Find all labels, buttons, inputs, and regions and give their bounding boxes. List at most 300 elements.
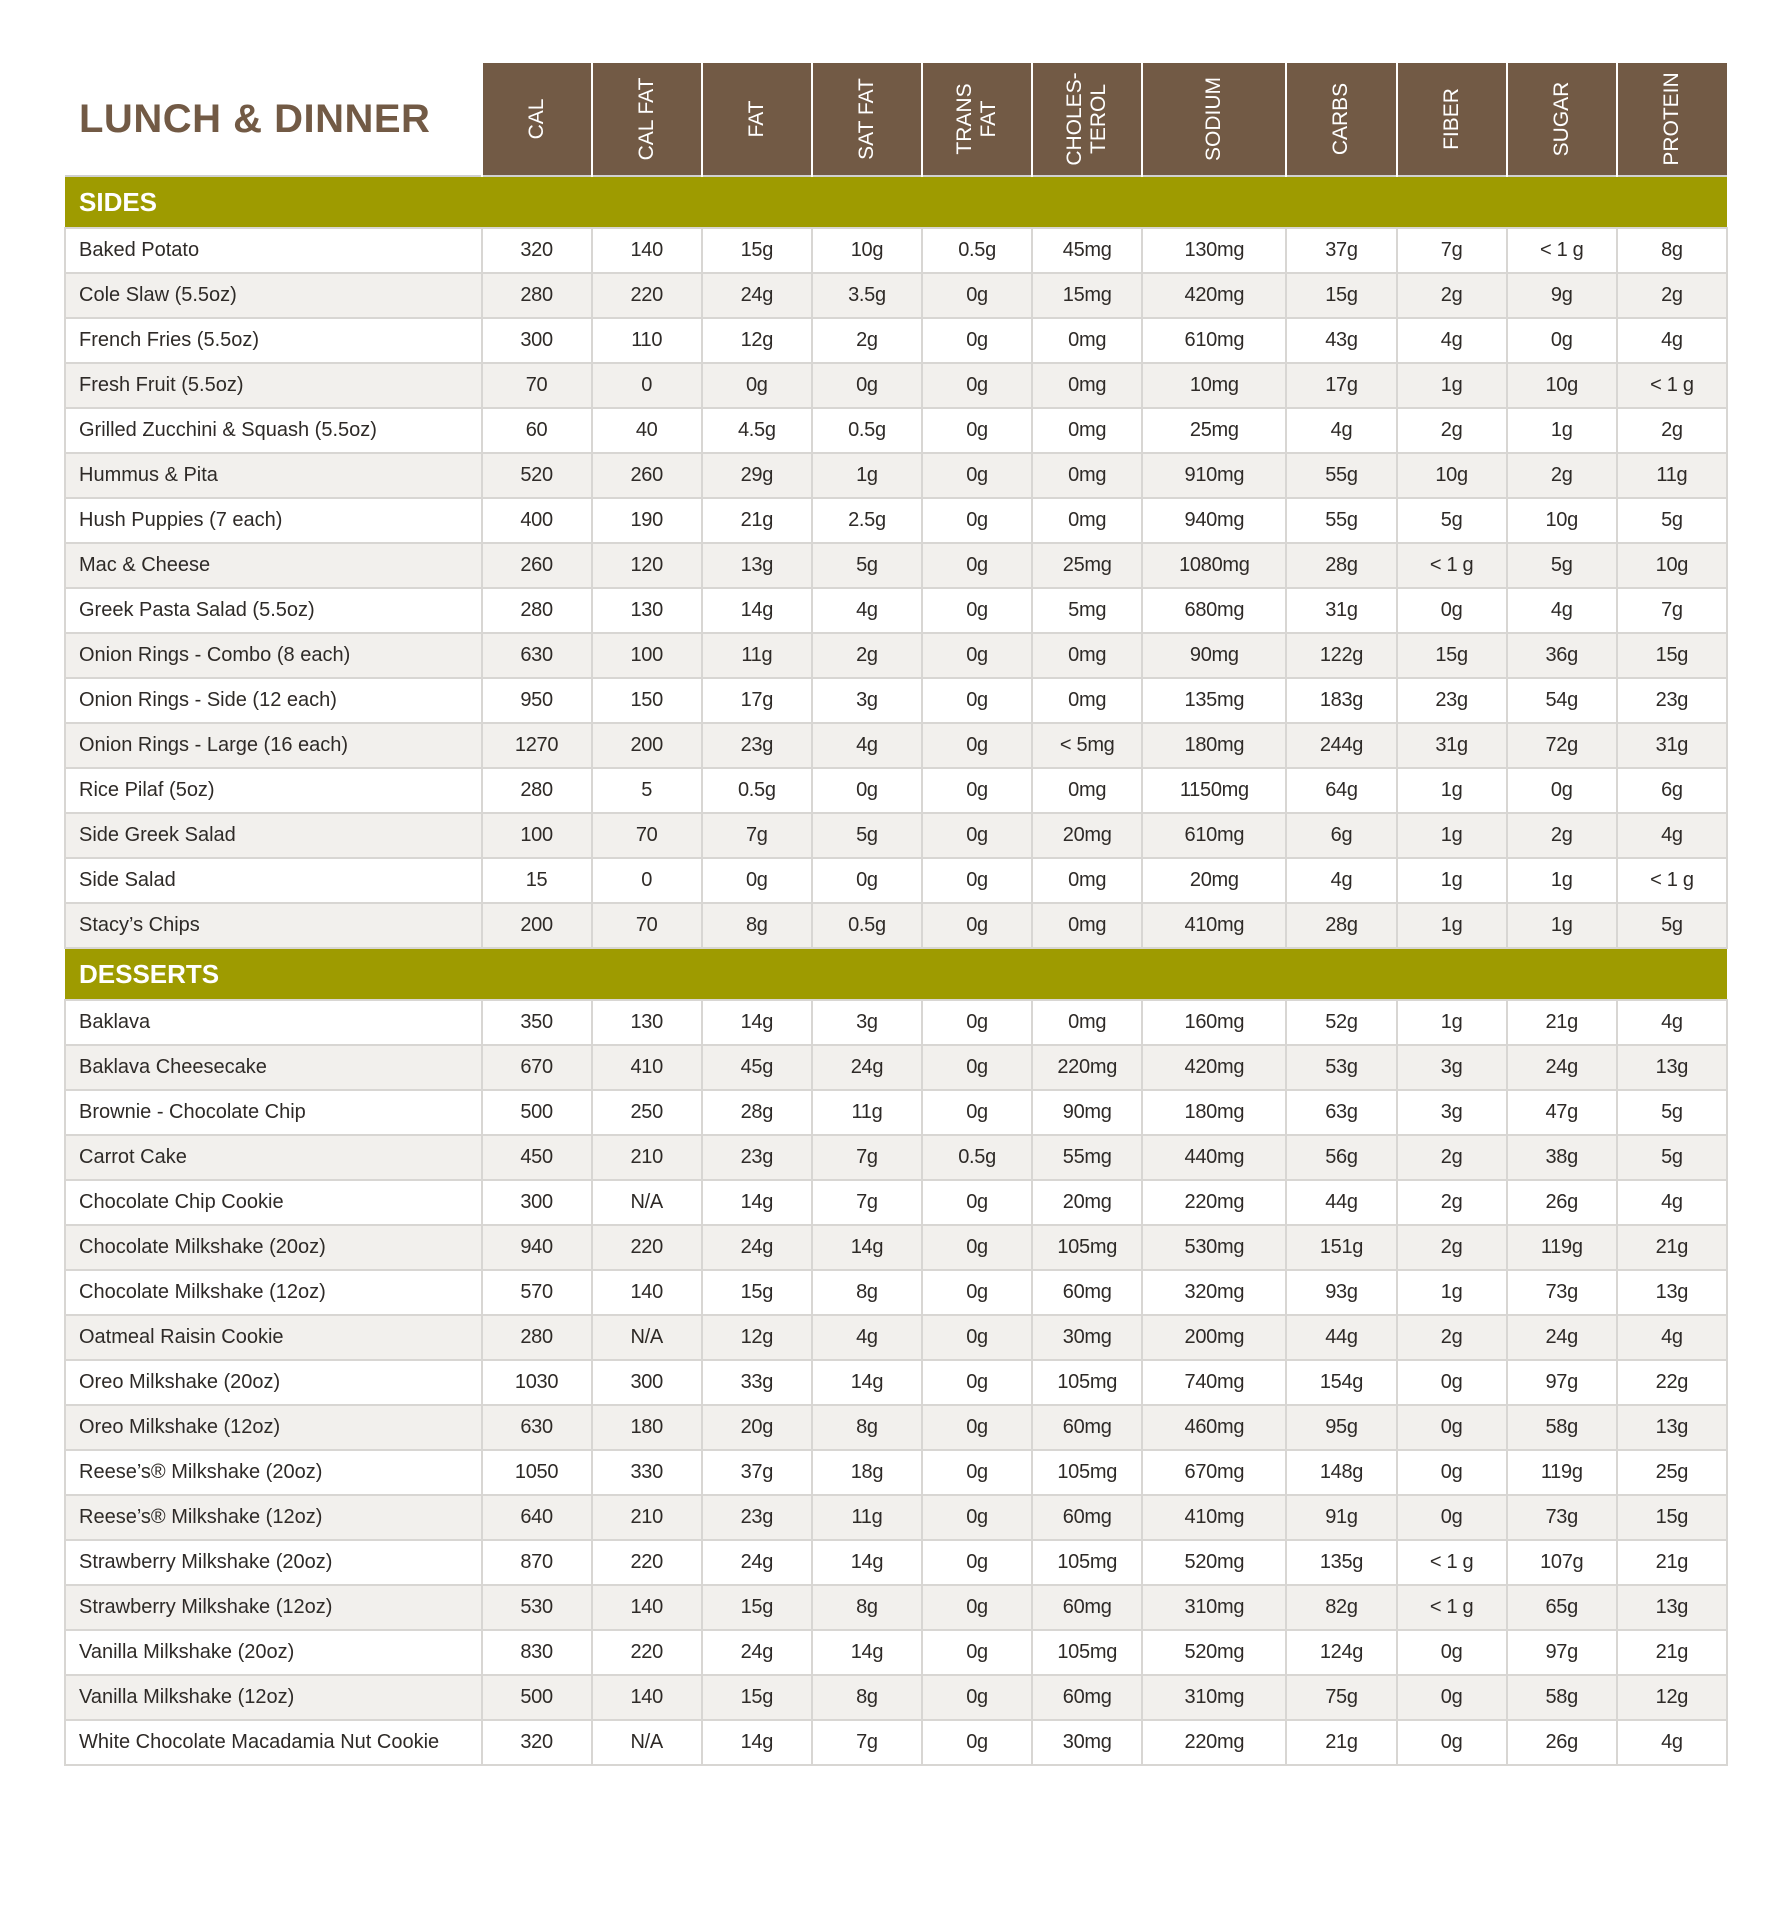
nutrient-value: 23g [702, 1135, 812, 1180]
nutrient-value: 0g [922, 453, 1032, 498]
nutrient-value: 0g [922, 1495, 1032, 1540]
nutrient-value: 6g [1617, 768, 1727, 813]
item-name: Vanilla Milkshake (20oz) [65, 1630, 482, 1675]
nutrient-value: 1g [1397, 768, 1507, 813]
nutrient-value: 400 [482, 498, 592, 543]
table-row [65, 363, 1727, 408]
nutrient-value: 4g [1507, 588, 1617, 633]
table-row [65, 768, 1727, 813]
table-row [65, 273, 1727, 318]
nutrient-value: 11g [1617, 453, 1727, 498]
column-header [1032, 63, 1142, 176]
nutrient-value: 58g [1507, 1405, 1617, 1450]
nutrient-value: 2.5g [812, 498, 922, 543]
nutrient-value: 4g [1617, 1180, 1727, 1225]
nutrient-value: 44g [1286, 1180, 1396, 1225]
nutrient-value: 0 [592, 363, 702, 408]
nutrient-value: 0mg [1032, 1000, 1142, 1045]
nutrient-value: 910mg [1142, 453, 1286, 498]
nutrient-value: 22g [1617, 1360, 1727, 1405]
nutrient-value: 0.5g [702, 768, 812, 813]
nutrient-value: 250 [592, 1090, 702, 1135]
nutrient-value: 200 [482, 903, 592, 948]
nutrient-value: 73g [1507, 1495, 1617, 1540]
table-row [65, 408, 1727, 453]
nutrient-value: 1g [1397, 1270, 1507, 1315]
nutrient-value: 0.5g [922, 228, 1032, 273]
nutrient-value: 105mg [1032, 1360, 1142, 1405]
nutrient-value: 0mg [1032, 498, 1142, 543]
nutrient-value: 1g [1397, 858, 1507, 903]
nutrient-value: 0mg [1032, 678, 1142, 723]
nutrient-value: 105mg [1032, 1630, 1142, 1675]
nutrient-value: 0g [922, 318, 1032, 363]
item-name: Chocolate Milkshake (20oz) [65, 1225, 482, 1270]
table-row [65, 498, 1727, 543]
nutrient-value: 300 [482, 1180, 592, 1225]
item-name: Baked Potato [65, 228, 482, 273]
item-name: Reese’s® Milkshake (12oz) [65, 1495, 482, 1540]
column-header-label: SUGAR [1549, 81, 1573, 157]
nutrient-value: 0mg [1032, 903, 1142, 948]
nutrient-value: 0g [1507, 318, 1617, 363]
nutrient-value: 30mg [1032, 1315, 1142, 1360]
nutrient-value: 0g [922, 543, 1032, 588]
table-row [65, 858, 1727, 903]
nutrient-value: 15 [482, 858, 592, 903]
nutrient-value: 120 [592, 543, 702, 588]
item-name: Greek Pasta Salad (5.5oz) [65, 588, 482, 633]
nutrient-value: 280 [482, 588, 592, 633]
nutrient-value: 135g [1286, 1540, 1396, 1585]
table-row [65, 1000, 1727, 1045]
column-header-label: CAL FAT [634, 77, 658, 161]
nutrient-value: < 1 g [1397, 543, 1507, 588]
nutrient-value: 870 [482, 1540, 592, 1585]
nutrient-value: 55g [1286, 498, 1396, 543]
nutrient-value: 36g [1507, 633, 1617, 678]
nutrient-value: 25mg [1142, 408, 1286, 453]
nutrient-value: 0g [922, 858, 1032, 903]
nutrient-value: 24g [1507, 1045, 1617, 1090]
nutrient-value: < 1 g [1617, 363, 1727, 408]
nutrient-value: 1g [1397, 363, 1507, 408]
nutrient-value: 10mg [1142, 363, 1286, 408]
nutrient-value: 2g [812, 318, 922, 363]
nutrient-value: 40 [592, 408, 702, 453]
nutrient-value: 10g [812, 228, 922, 273]
nutrient-value: 17g [1286, 363, 1396, 408]
nutrient-value: 5g [812, 813, 922, 858]
nutrient-value: 1g [1507, 408, 1617, 453]
nutrient-value: 8g [812, 1585, 922, 1630]
nutrient-value: 0 [592, 858, 702, 903]
nutrient-value: 11g [812, 1495, 922, 1540]
nutrient-value: 310mg [1142, 1675, 1286, 1720]
nutrient-value: 10g [1507, 498, 1617, 543]
nutrient-value: 31g [1397, 723, 1507, 768]
nutrient-value: 610mg [1142, 813, 1286, 858]
nutrient-value: 3.5g [812, 273, 922, 318]
nutrient-value: 11g [702, 633, 812, 678]
nutrient-value: 4g [1617, 1315, 1727, 1360]
nutrient-value: 52g [1286, 1000, 1396, 1045]
nutrient-value: 330 [592, 1450, 702, 1495]
table-row [65, 228, 1727, 273]
nutrient-value: 26g [1507, 1720, 1617, 1765]
table-row [65, 1405, 1727, 1450]
nutrient-value: 1080mg [1142, 543, 1286, 588]
nutrient-value: 26g [1507, 1180, 1617, 1225]
page-title: LUNCH & DINNER [65, 63, 482, 176]
nutrient-value: 130 [592, 588, 702, 633]
nutrient-value: 73g [1507, 1270, 1617, 1315]
nutrient-value: 5g [812, 543, 922, 588]
nutrient-value: 119g [1507, 1450, 1617, 1495]
nutrient-value: 7g [1397, 228, 1507, 273]
nutrient-value: 70 [592, 813, 702, 858]
item-name: Strawberry Milkshake (20oz) [65, 1540, 482, 1585]
nutrient-value: 410mg [1142, 1495, 1286, 1540]
nutrient-value: 0g [922, 1090, 1032, 1135]
nutrient-value: 220 [592, 273, 702, 318]
item-name: Baklava [65, 1000, 482, 1045]
nutrient-value: 0g [922, 813, 1032, 858]
nutrient-value: 350 [482, 1000, 592, 1045]
nutrient-value: 60mg [1032, 1585, 1142, 1630]
nutrient-value: 4.5g [702, 408, 812, 453]
nutrition-table [64, 63, 1728, 1766]
nutrient-value: 15g [702, 1585, 812, 1630]
nutrient-value: 260 [482, 543, 592, 588]
nutrient-value: 5 [592, 768, 702, 813]
nutrient-value: 500 [482, 1675, 592, 1720]
nutrient-value: 1g [1397, 1000, 1507, 1045]
nutrient-value: 60mg [1032, 1495, 1142, 1540]
table-row [65, 1720, 1727, 1765]
item-name: Mac & Cheese [65, 543, 482, 588]
nutrient-value: 7g [702, 813, 812, 858]
nutrient-value: 420mg [1142, 273, 1286, 318]
nutrient-value: 8g [812, 1405, 922, 1450]
nutrient-value: 0g [922, 1180, 1032, 1225]
nutrient-value: 0g [922, 1045, 1032, 1090]
column-header [592, 63, 702, 176]
column-header [1286, 63, 1396, 176]
nutrient-value: 28g [1286, 543, 1396, 588]
nutrient-value: 830 [482, 1630, 592, 1675]
nutrient-value: 24g [702, 1225, 812, 1270]
nutrient-value: 13g [1617, 1405, 1727, 1450]
nutrient-value: 2g [1617, 408, 1727, 453]
nutrient-value: 97g [1507, 1630, 1617, 1675]
table-row [65, 1675, 1727, 1720]
nutrient-value: 65g [1507, 1585, 1617, 1630]
nutrient-value: 23g [1617, 678, 1727, 723]
nutrient-value: 280 [482, 768, 592, 813]
nutrient-value: 15g [1617, 1495, 1727, 1540]
nutrient-value: 12g [1617, 1675, 1727, 1720]
nutrient-value: 4g [1617, 318, 1727, 363]
nutrient-value: 0g [922, 1585, 1032, 1630]
column-header [1617, 63, 1727, 176]
nutrient-value: 4g [1286, 408, 1396, 453]
nutrient-value: 18g [812, 1450, 922, 1495]
nutrient-value: 450 [482, 1135, 592, 1180]
nutrient-value: 670mg [1142, 1450, 1286, 1495]
nutrient-value: 1g [812, 453, 922, 498]
nutrient-value: 0g [1397, 1405, 1507, 1450]
nutrient-value: 15mg [1032, 273, 1142, 318]
nutrient-value: 320mg [1142, 1270, 1286, 1315]
nutrient-value: 72g [1507, 723, 1617, 768]
nutrient-value: 1050 [482, 1450, 592, 1495]
nutrient-value: 100 [482, 813, 592, 858]
column-header [812, 63, 922, 176]
nutrient-value: 93g [1286, 1270, 1396, 1315]
item-name: Onion Rings - Large (16 each) [65, 723, 482, 768]
nutrient-value: 55g [1286, 453, 1396, 498]
nutrient-value: 0mg [1032, 408, 1142, 453]
nutrient-value: 140 [592, 1270, 702, 1315]
nutrient-value: 0g [922, 1225, 1032, 1270]
table-row [65, 318, 1727, 363]
nutrient-value: 4g [812, 1315, 922, 1360]
table-body [65, 176, 1727, 1765]
nutrient-value: 21g [1617, 1540, 1727, 1585]
nutrient-value: 0g [922, 633, 1032, 678]
nutrient-value: 0mg [1032, 318, 1142, 363]
nutrient-value: 0.5g [812, 903, 922, 948]
nutrient-value: 5g [1617, 498, 1727, 543]
nutrient-value: 183g [1286, 678, 1396, 723]
nutrient-value: 0.5g [922, 1135, 1032, 1180]
nutrient-value: 54g [1507, 678, 1617, 723]
nutrient-value: 119g [1507, 1225, 1617, 1270]
table-row [65, 723, 1727, 768]
nutrient-value: 0g [922, 273, 1032, 318]
nutrient-value: 21g [1286, 1720, 1396, 1765]
nutrient-value: 200 [592, 723, 702, 768]
nutrient-value: 55mg [1032, 1135, 1142, 1180]
nutrient-value: 1270 [482, 723, 592, 768]
nutrient-value: 10g [1507, 363, 1617, 408]
table-row [65, 678, 1727, 723]
nutrient-value: 140 [592, 1675, 702, 1720]
nutrient-value: 23g [1397, 678, 1507, 723]
nutrient-value: 530 [482, 1585, 592, 1630]
nutrient-value: 151g [1286, 1225, 1396, 1270]
nutrient-value: 2g [1397, 408, 1507, 453]
nutrient-value: 25g [1617, 1450, 1727, 1495]
nutrient-value: 320 [482, 1720, 592, 1765]
nutrient-value: 0g [702, 363, 812, 408]
nutrient-value: 220mg [1142, 1720, 1286, 1765]
nutrient-value: 0g [922, 903, 1032, 948]
item-name: Oatmeal Raisin Cookie [65, 1315, 482, 1360]
nutrient-value: 124g [1286, 1630, 1396, 1675]
nutrient-value: 25mg [1032, 543, 1142, 588]
nutrient-value: 107g [1507, 1540, 1617, 1585]
nutrient-value: 63g [1286, 1090, 1396, 1135]
nutrient-value: 500 [482, 1090, 592, 1135]
nutrient-value: 5g [1397, 498, 1507, 543]
item-name: Onion Rings - Side (12 each) [65, 678, 482, 723]
nutrient-value: 140 [592, 1585, 702, 1630]
nutrient-value: 0g [922, 1270, 1032, 1315]
nutrient-value: 130 [592, 1000, 702, 1045]
item-name: Oreo Milkshake (12oz) [65, 1405, 482, 1450]
nutrient-value: 300 [482, 318, 592, 363]
nutrient-value: 23g [702, 723, 812, 768]
nutrient-value: < 5mg [1032, 723, 1142, 768]
nutrient-value: 0g [922, 1540, 1032, 1585]
nutrient-value: 97g [1507, 1360, 1617, 1405]
item-name: Baklava Cheesecake [65, 1045, 482, 1090]
nutrient-value: 13g [1617, 1045, 1727, 1090]
nutrient-value: 3g [1397, 1090, 1507, 1135]
nutrient-value: 460mg [1142, 1405, 1286, 1450]
item-name: Vanilla Milkshake (12oz) [65, 1675, 482, 1720]
item-name: Cole Slaw (5.5oz) [65, 273, 482, 318]
nutrient-value: N/A [592, 1315, 702, 1360]
nutrient-value: 21g [1507, 1000, 1617, 1045]
nutrient-value: 0mg [1032, 633, 1142, 678]
nutrient-value: 9g [1507, 273, 1617, 318]
nutrient-value: 0g [812, 858, 922, 903]
nutrient-value: 7g [812, 1135, 922, 1180]
nutrient-value: 91g [1286, 1495, 1396, 1540]
nutrient-value: 60 [482, 408, 592, 453]
nutrient-value: 14g [702, 588, 812, 633]
nutrient-value: 520 [482, 453, 592, 498]
nutrient-value: 4g [1617, 1720, 1727, 1765]
nutrient-value: 140 [592, 228, 702, 273]
nutrient-value: 4g [812, 588, 922, 633]
nutrient-value: 14g [702, 1000, 812, 1045]
nutrient-value: 320 [482, 228, 592, 273]
nutrient-value: 110 [592, 318, 702, 363]
nutrient-value: 520mg [1142, 1540, 1286, 1585]
nutrient-value: 13g [1617, 1585, 1727, 1630]
nutrient-value: 135mg [1142, 678, 1286, 723]
nutrient-value: 15g [1286, 273, 1396, 318]
item-name: Onion Rings - Combo (8 each) [65, 633, 482, 678]
nutrient-value: 130mg [1142, 228, 1286, 273]
nutrient-value: 610mg [1142, 318, 1286, 363]
nutrient-value: 3g [812, 678, 922, 723]
nutrient-value: 2g [1507, 453, 1617, 498]
nutrient-value: 20mg [1032, 1180, 1142, 1225]
table-row [65, 1585, 1727, 1630]
nutrient-value: 122g [1286, 633, 1396, 678]
section-title: SIDES [65, 176, 1727, 228]
nutrient-value: 420mg [1142, 1045, 1286, 1090]
nutrient-value: 0g [922, 678, 1032, 723]
nutrient-value: 60mg [1032, 1675, 1142, 1720]
table-row [65, 543, 1727, 588]
nutrient-value: 100 [592, 633, 702, 678]
table-row [65, 1270, 1727, 1315]
nutrient-value: 220mg [1032, 1045, 1142, 1090]
nutrient-value: 0g [922, 1360, 1032, 1405]
column-header-label: FAT [744, 100, 768, 138]
nutrient-value: 640 [482, 1495, 592, 1540]
nutrient-value: 0g [922, 408, 1032, 453]
nutrient-value: 200mg [1142, 1315, 1286, 1360]
nutrient-value: 14g [812, 1630, 922, 1675]
nutrient-value: 15g [702, 1270, 812, 1315]
nutrient-value: 244g [1286, 723, 1396, 768]
nutrient-value: 82g [1286, 1585, 1396, 1630]
nutrient-value: 0g [922, 1000, 1032, 1045]
item-name: Strawberry Milkshake (12oz) [65, 1585, 482, 1630]
nutrient-value: 2g [1397, 1225, 1507, 1270]
nutrient-value: 630 [482, 1405, 592, 1450]
nutrient-value: 43g [1286, 318, 1396, 363]
table-row [65, 1630, 1727, 1675]
nutrient-value: 105mg [1032, 1450, 1142, 1495]
nutrient-value: 24g [702, 1540, 812, 1585]
nutrient-value: 190 [592, 498, 702, 543]
nutrient-value: 2g [1617, 273, 1727, 318]
header-row [65, 63, 1727, 176]
nutrient-value: 10g [1397, 453, 1507, 498]
item-name: Chocolate Chip Cookie [65, 1180, 482, 1225]
table-row [65, 1045, 1727, 1090]
nutrient-value: 0g [922, 1675, 1032, 1720]
nutrient-value: 148g [1286, 1450, 1396, 1495]
nutrient-value: 47g [1507, 1090, 1617, 1135]
table-row [65, 1495, 1727, 1540]
nutrient-value: 0g [812, 768, 922, 813]
column-header [702, 63, 812, 176]
nutrient-value: 20mg [1142, 858, 1286, 903]
nutrient-value: 280 [482, 1315, 592, 1360]
nutrient-value: 23g [702, 1495, 812, 1540]
nutrient-value: < 1 g [1397, 1540, 1507, 1585]
nutrient-value: 0g [922, 588, 1032, 633]
nutrient-value: 37g [702, 1450, 812, 1495]
item-name: Brownie - Chocolate Chip [65, 1090, 482, 1135]
nutrient-value: 24g [812, 1045, 922, 1090]
nutrient-value: 28g [1286, 903, 1396, 948]
nutrient-value: 75g [1286, 1675, 1396, 1720]
nutrient-value: 260 [592, 453, 702, 498]
item-name: Oreo Milkshake (20oz) [65, 1360, 482, 1405]
table-row [65, 1540, 1727, 1585]
nutrient-value: 680mg [1142, 588, 1286, 633]
nutrient-value: 220mg [1142, 1180, 1286, 1225]
nutrient-value: 220 [592, 1225, 702, 1270]
nutrient-value: 44g [1286, 1315, 1396, 1360]
nutrient-value: 70 [592, 903, 702, 948]
nutrient-value: 0g [1397, 1720, 1507, 1765]
nutrient-value: 950 [482, 678, 592, 723]
nutrient-value: 180 [592, 1405, 702, 1450]
item-name: Carrot Cake [65, 1135, 482, 1180]
nutrient-value: 21g [1617, 1225, 1727, 1270]
nutrition-sheet [64, 63, 1728, 1766]
nutrient-value: 0g [922, 1315, 1032, 1360]
nutrient-value: 5g [1617, 1090, 1727, 1135]
nutrient-value: 5g [1507, 543, 1617, 588]
nutrient-value: 30mg [1032, 1720, 1142, 1765]
nutrient-value: 520mg [1142, 1630, 1286, 1675]
nutrient-value: 0g [702, 858, 812, 903]
nutrient-value: 310mg [1142, 1585, 1286, 1630]
item-name: White Chocolate Macadamia Nut Cookie [65, 1720, 482, 1765]
